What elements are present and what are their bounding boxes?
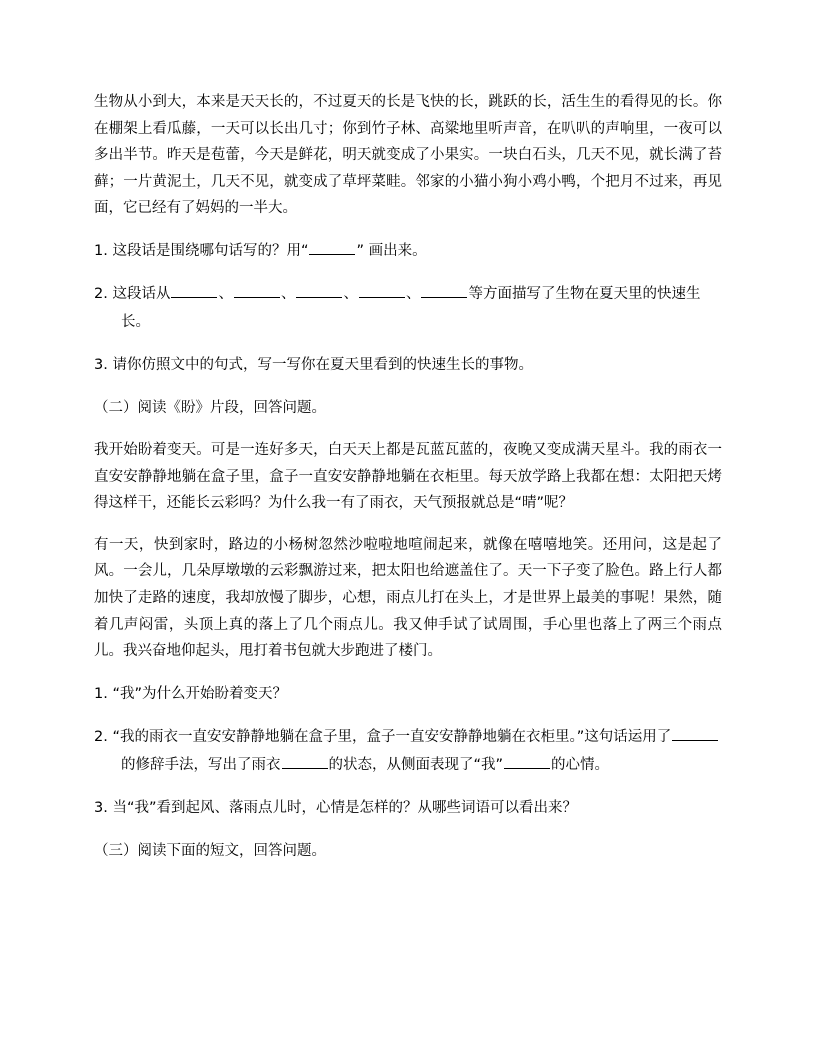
answer-blank [296, 296, 342, 298]
question-text: 的心情。 [551, 756, 610, 773]
separator: 、 [343, 285, 358, 302]
answer-blank [171, 296, 217, 298]
question-1-2 [94, 280, 722, 336]
pan-passage-paragraph-2: 有一天，快到家时，路边的小杨树忽然沙啦啦地喧闹起来，就像在嘻嘻地笑。还用问，这是起了风。一会儿，几朵厚墩墩的云彩飘游过来，把太阳也给遮盖住了。天一下子变了脸色。路上行人都加快了走路的速度，我却放慢了脚步，心想，雨点儿打在头上，才是世界上最美的事呢！果然，随着几声闷雷，头顶上真的落上了几个雨点儿。我又伸手试了试周围，手心里也落上了两三个雨点儿。我兴奋地仰起头，甩打着书包就大步跑进了楼门。 [94, 536, 722, 660]
question-text: ” 画出来。 [356, 242, 427, 259]
answer-blank [282, 767, 328, 769]
question-text: 等方面描写了生物在夏天里的快速生长。 [121, 285, 701, 330]
summer-growth-passage: 生物从小到大，本来是天天长的，不过夏天的长是飞快的长，跳跃的长，活生生的看得见的长。你在棚架上看瓜藤，一天可以长出几寸；你到竹子林、高粱地里听声音，在叭叭的声响里，一夜可以多出半节。昨天是苞蕾，今天是鲜花，明天就变成了小果实。一块白石头，几天不见，就长满了苔藓；一片黄泥土，几天不见，就变成了草坪菜畦。邻家的小猫小狗小鸡小鸭，个把月不过来，再见面，它已经有了妈妈的一半大。 [94, 94, 722, 217]
separator: 、 [280, 285, 296, 302]
section-3-heading: （三）阅读下面的短文，回答问题。 [94, 842, 326, 859]
answer-blank [309, 253, 355, 255]
question-2-3: 3. 当“我”看到起风、落雨点儿时，心情是怎样的？从哪些词语可以看出来？ [94, 799, 577, 816]
question-2-2 [94, 723, 722, 779]
separator: 、 [218, 285, 233, 302]
question-text: 的修辞手法，写出了雨衣 [121, 756, 281, 773]
pan-passage-paragraph-1: 我开始盼着变天。可是一连好多天，白天天上都是瓦蓝瓦蓝的，夜晚又变成满天星斗。我的雨衣一直安安静静地躺在盒子里，盒子一直安安静静地躺在衣柜里。每天放学路上我都在想：太阳把天烤得这样干，还能长云彩吗？为什么我一有了雨衣，天气预报就总是“晴”呢？ [94, 441, 722, 512]
question-text: 2. “我的雨衣一直安安静静地躺在盒子里，盒子一直安安静静地躺在衣柜里。”这句话运用了 [94, 728, 672, 745]
question-text: 2. 这段话从 [94, 285, 171, 302]
answer-blank [234, 296, 280, 298]
question-text: 1. 这段话是围绕哪句话写的？用“ [94, 242, 309, 259]
answer-blank [359, 296, 405, 298]
question-2-1: 1. “我”为什么开始盼着变天？ [94, 685, 287, 702]
question-1-3: 3. 请你仿照文中的句式，写一写你在夏天里看到的快速生长的事物。 [94, 356, 533, 373]
page-content [94, 89, 722, 880]
separator: 、 [405, 285, 421, 302]
answer-blank [672, 739, 718, 741]
question-1-1 [94, 237, 722, 265]
section-2-heading: （二）阅读《盼》片段，回答问题。 [94, 399, 326, 416]
question-text: 的状态，从侧面表现了“我” [328, 756, 504, 773]
answer-blank [421, 296, 467, 298]
answer-blank [504, 767, 550, 769]
